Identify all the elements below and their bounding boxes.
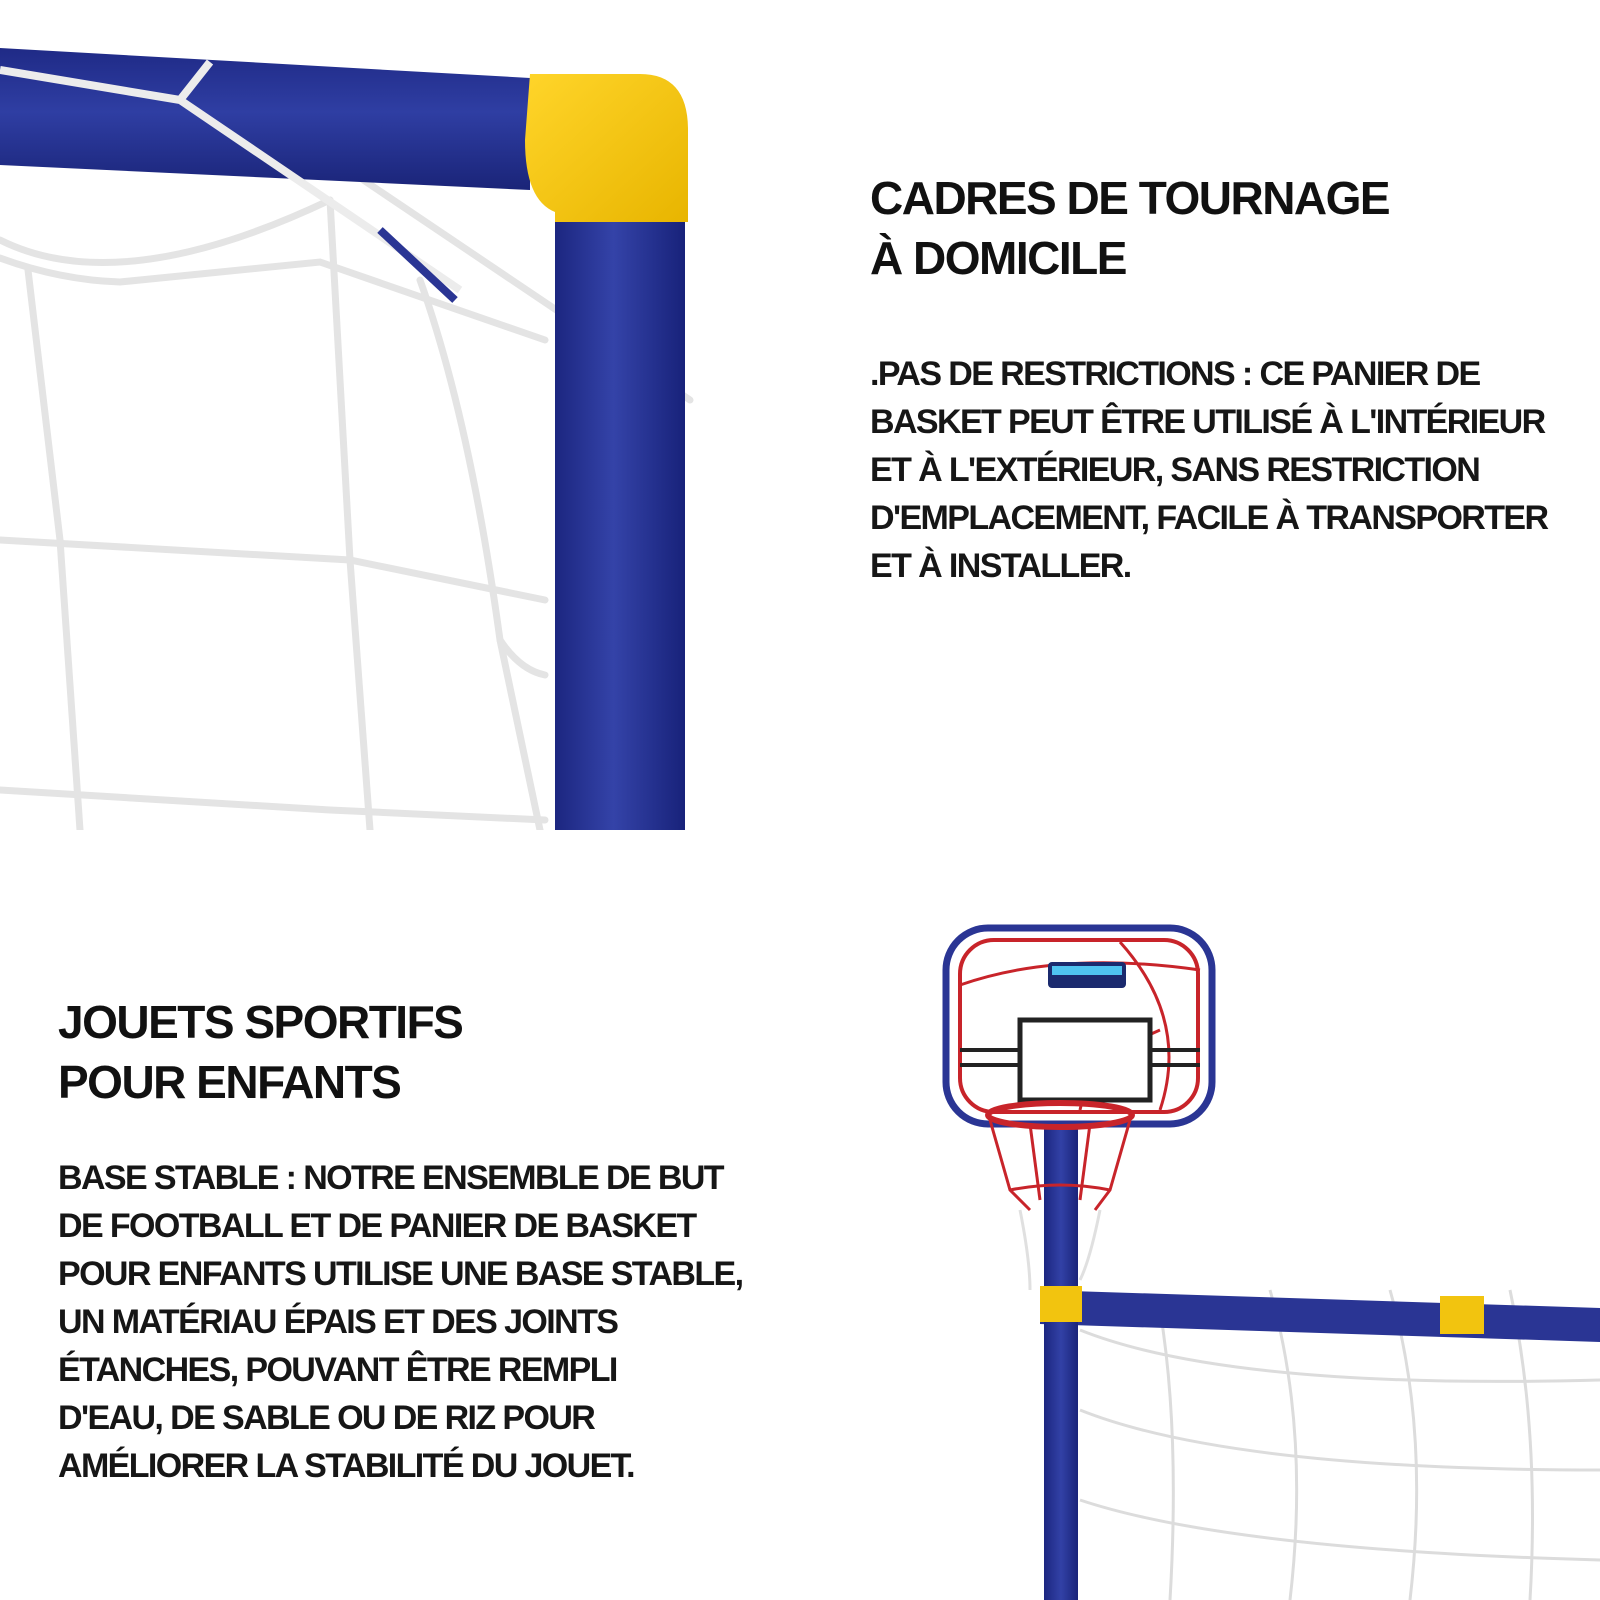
bottom-heading-line-2: POUR ENFANTS [58,1056,401,1108]
top-description-line: D'EMPLACEMENT, FACILE À TRANSPORTER [870,499,1548,537]
goal-crossbar [1040,1290,1600,1342]
basketball-hoop-goal-image [930,910,1600,1600]
goal-post [555,190,685,830]
yellow-joint-icon [1440,1296,1484,1334]
top-description [870,350,1570,590]
goal-frame-corner-image [0,0,700,830]
top-crossbar [0,48,530,190]
yellow-joint-icon [1040,1286,1082,1322]
top-heading-line-1: CADRES DE TOURNAGE [870,172,1390,224]
top-description-line: ET À L'EXTÉRIEUR, SANS RESTRICTION [870,451,1480,489]
yellow-corner-joint-icon [525,74,688,222]
weing-basketball-logo-icon [1048,962,1126,988]
top-description-line: .PAS DE RESTRICTIONS : CE PANIER DE [870,355,1480,393]
bottom-description [58,1154,778,1490]
bottom-heading [58,992,778,1112]
top-description-line: BASKET PEUT ÊTRE UTILISÉ À L'INTÉRIEUR [870,403,1545,441]
bottom-heading-line-1: JOUETS SPORTIFS [58,996,463,1048]
top-heading-line-2: À DOMICILE [870,232,1126,284]
bottom-description-line: POUR ENFANTS UTILISE UNE BASE STABLE, [58,1255,743,1293]
bottom-text-section [58,992,778,1490]
bottom-description-line: ÉTANCHES, POUVANT ÊTRE REMPLI [58,1351,617,1389]
bottom-description-line: AMÉLIORER LA STABILITÉ DU JOUET. [58,1447,634,1485]
bottom-description-line: DE FOOTBALL ET DE PANIER DE BASKET [58,1207,696,1245]
top-text-section [870,168,1570,590]
target-square [1020,1020,1150,1100]
hoop-pole [1044,1120,1078,1600]
top-heading [870,168,1570,288]
bottom-description-line: UN MATÉRIAU ÉPAIS ET DES JOINTS [58,1303,618,1341]
bottom-description-line: BASE STABLE : NOTRE ENSEMBLE DE BUT [58,1159,723,1197]
bottom-description-line: D'EAU, DE SABLE OU DE RIZ POUR [58,1399,595,1437]
top-description-line: ET À INSTALLER. [870,547,1131,585]
